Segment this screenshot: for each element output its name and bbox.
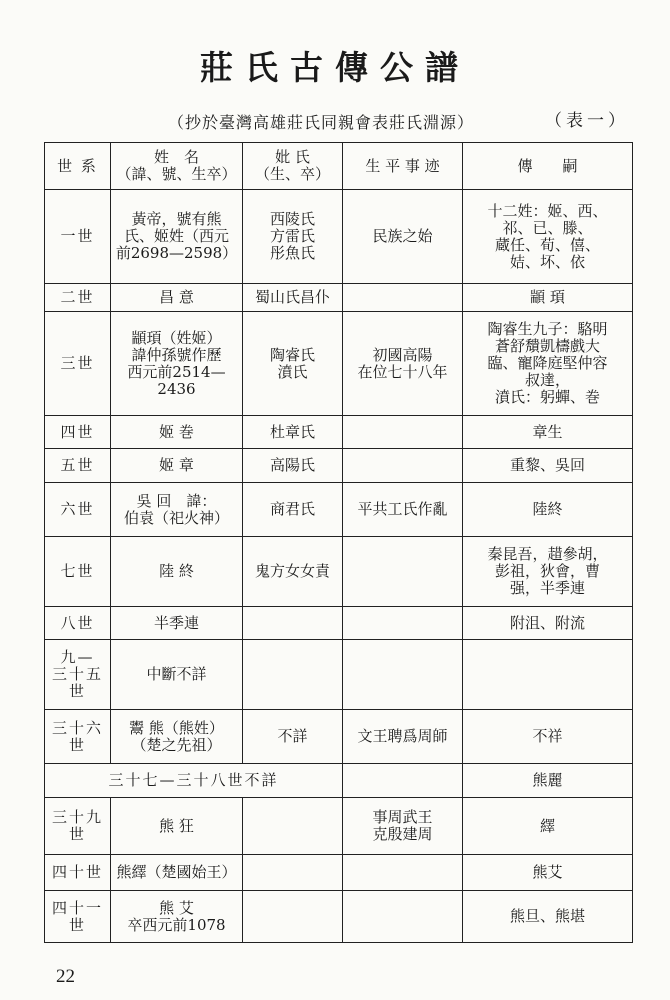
genealogy-table (44, 142, 633, 943)
cell-deeds (343, 764, 463, 798)
table-row (45, 190, 633, 284)
header-generation: 世 系 (45, 143, 111, 190)
header-consort: 妣 氏 （生、卒） (243, 143, 343, 190)
cell-generation: 六世 (45, 483, 111, 537)
cell-generation: 三十九 世 (45, 798, 111, 855)
table-row (45, 640, 633, 710)
cell-deeds: 平共工氏作亂 (343, 483, 463, 537)
cell-deeds (343, 416, 463, 449)
page-number: 22 (56, 966, 75, 987)
cell-consort (243, 855, 343, 891)
table-row (45, 449, 633, 483)
cell-generation: 八世 (45, 607, 111, 640)
cell-succession: 章生 (463, 416, 633, 449)
cell-succession: 重黎、吳回 (463, 449, 633, 483)
cell-consort: 西陵氏 方雷氏 彤魚氏 (243, 190, 343, 284)
cell-generation: 三十六 世 (45, 710, 111, 764)
cell-generation: 七世 (45, 537, 111, 607)
cell-consort: 不詳 (243, 710, 343, 764)
cell-succession: 熊艾 (463, 855, 633, 891)
table-row (45, 416, 633, 449)
cell-deeds (343, 891, 463, 943)
cell-deeds: 民族之始 (343, 190, 463, 284)
cell-succession: 附沮、附流 (463, 607, 633, 640)
cell-name: 黃帝，號有熊 氏、姬姓（西元 前2698—2598） (111, 190, 243, 284)
table-row (45, 537, 633, 607)
cell-consort (243, 891, 343, 943)
cell-name: 吳 回 諱： 伯袁（祀火神） (111, 483, 243, 537)
cell-succession: 熊麗 (463, 764, 633, 798)
cell-deeds (343, 284, 463, 312)
header-succession: 傳 嗣 (463, 143, 633, 190)
cell-deeds: 事周武王 克殷建周 (343, 798, 463, 855)
cell-consort: 高陽氏 (243, 449, 343, 483)
cell-name: 中斷不詳 (111, 640, 243, 710)
cell-consort (243, 607, 343, 640)
table-row (45, 891, 633, 943)
cell-deeds: 文王聘爲周師 (343, 710, 463, 764)
cell-deeds (343, 449, 463, 483)
cell-name: 熊 艾 卒西元前1078 (111, 891, 243, 943)
cell-succession: 十二姓：姬、西、 祁、已、滕、 蔵任、荀、僖、 姞、坏、依 (463, 190, 633, 284)
cell-consort: 鬼方女女責 (243, 537, 343, 607)
cell-consort: 杜章氏 (243, 416, 343, 449)
table-row (45, 312, 633, 416)
cell-succession: 秦昆吾，趞參胡， 彭祖，狄會，曹 强，半季連 (463, 537, 633, 607)
cell-deeds (343, 855, 463, 891)
cell-generation: 四十一 世 (45, 891, 111, 943)
cell-name: 熊 狂 (111, 798, 243, 855)
cell-succession: 陶睿生九子：駱明 蒼舒穨凱檮戲大 臨、寵降庭堅仲容 叔達， 濆氏：躬蟬、巻 (463, 312, 633, 416)
document-title: 莊氏古傳公譜 (200, 48, 470, 87)
table-row (45, 764, 633, 798)
header-deeds: 生 平 事 迹 (343, 143, 463, 190)
cell-name: 半季連 (111, 607, 243, 640)
cell-consort: 商君氏 (243, 483, 343, 537)
cell-consort (243, 798, 343, 855)
cell-consort: 陶睿氏 濆氏 (243, 312, 343, 416)
table-header-row (45, 143, 633, 190)
cell-consort: 蜀山氏昌仆 (243, 284, 343, 312)
table-row (45, 855, 633, 891)
cell-succession: 熊旦、熊堪 (463, 891, 633, 943)
cell-succession: 陸終 (463, 483, 633, 537)
cell-name: 陸 終 (111, 537, 243, 607)
table-row (45, 483, 633, 537)
cell-name: 昌 意 (111, 284, 243, 312)
table-row (45, 798, 633, 855)
cell-generation: 四十世 (45, 855, 111, 891)
cell-deeds (343, 537, 463, 607)
cell-generation: 五世 (45, 449, 111, 483)
cell-generation: 四世 (45, 416, 111, 449)
cell-generation: 九— 三十五 世 (45, 640, 111, 710)
cell-name: 姬 巻 (111, 416, 243, 449)
cell-generation: 三世 (45, 312, 111, 416)
cell-succession: 不祥 (463, 710, 633, 764)
cell-name: 鬻 熊（熊姓） （楚之先祖） (111, 710, 243, 764)
cell-deeds (343, 607, 463, 640)
table-row (45, 284, 633, 312)
cell-name: 熊繹（楚國始王） (111, 855, 243, 891)
table-number: （表一） (545, 111, 629, 131)
cell-name: 姬 章 (111, 449, 243, 483)
document-subtitle: （抄於臺灣高雄莊氏同親會表莊氏淵源） (168, 113, 475, 132)
cell-consort (243, 640, 343, 710)
cell-succession: 顓 頊 (463, 284, 633, 312)
table-row (45, 607, 633, 640)
cell-succession: 繹 (463, 798, 633, 855)
cell-succession (463, 640, 633, 710)
cell-deeds (343, 640, 463, 710)
table-row (45, 710, 633, 764)
cell-generation-span: 三十七—三十八世不詳 (45, 764, 343, 798)
cell-name: 顓頊（姓姬） 諱仲孫號作歷 西元前2514— 2436 (111, 312, 243, 416)
cell-deeds: 初國高陽 在位七十八年 (343, 312, 463, 416)
cell-generation: 二世 (45, 284, 111, 312)
cell-generation: 一世 (45, 190, 111, 284)
header-name: 姓 名 （諱、號、生卒） (111, 143, 243, 190)
